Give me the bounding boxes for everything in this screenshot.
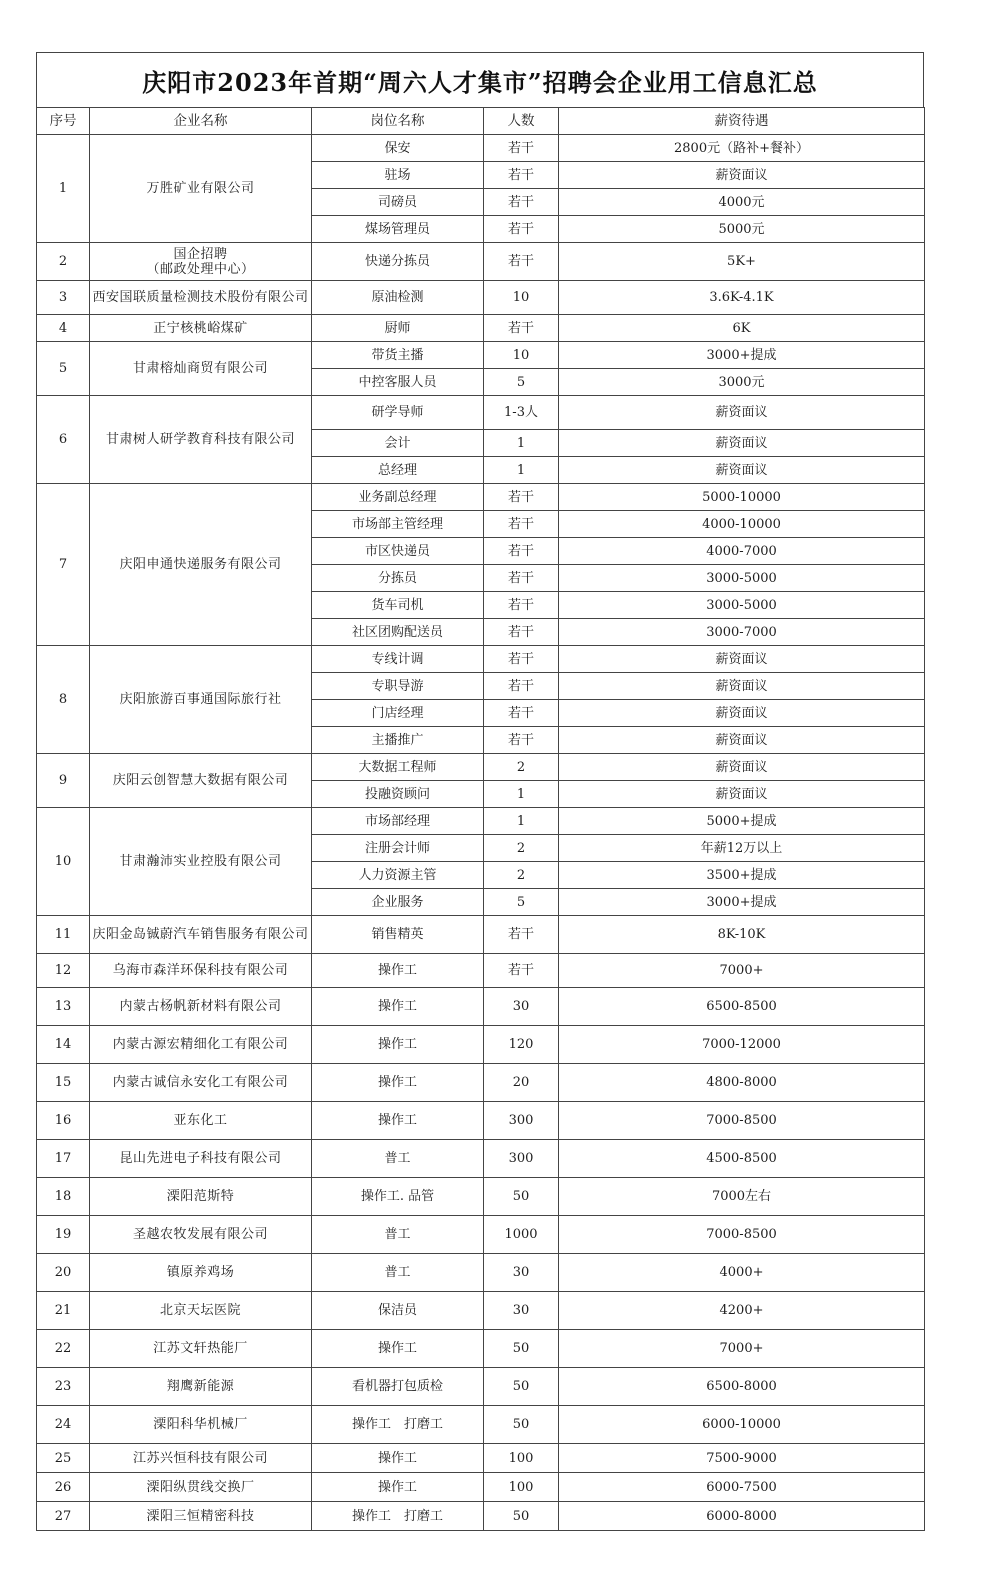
count-cell: 300 xyxy=(484,1102,559,1140)
salary-cell: 4000+ xyxy=(559,1254,925,1292)
position-cell: 操作工 xyxy=(312,954,484,988)
position-cell: 专职导游 xyxy=(312,673,484,700)
position-cell: 操作工 打磨工 xyxy=(312,1502,484,1531)
position-cell: 社区团购配送员 xyxy=(312,619,484,646)
table-row xyxy=(37,342,925,369)
table-row xyxy=(37,1292,925,1330)
position-cell: 市区快递员 xyxy=(312,538,484,565)
table-row xyxy=(37,135,925,162)
count-cell: 2 xyxy=(484,835,559,862)
seq-cell: 15 xyxy=(37,1064,90,1102)
table-row xyxy=(37,808,925,835)
salary-cell: 3000元 xyxy=(559,369,925,396)
seq-cell: 21 xyxy=(37,1292,90,1330)
salary-cell: 薪资面议 xyxy=(559,727,925,754)
salary-cell: 薪资面议 xyxy=(559,646,925,673)
count-cell: 300 xyxy=(484,1140,559,1178)
salary-cell: 6000-10000 xyxy=(559,1406,925,1444)
table-row xyxy=(37,1064,925,1102)
table-row xyxy=(37,484,925,511)
position-cell: 普工 xyxy=(312,1216,484,1254)
count-cell: 2 xyxy=(484,754,559,781)
position-cell: 保洁员 xyxy=(312,1292,484,1330)
count-cell: 1 xyxy=(484,457,559,484)
position-cell: 业务副总经理 xyxy=(312,484,484,511)
seq-cell: 14 xyxy=(37,1026,90,1064)
position-cell: 司磅员 xyxy=(312,189,484,216)
company-cell: 庆阳旅游百事通国际旅行社 xyxy=(90,646,312,754)
count-cell: 100 xyxy=(484,1444,559,1473)
position-cell: 中控客服人员 xyxy=(312,369,484,396)
position-cell: 快递分拣员 xyxy=(312,243,484,281)
company-cell: 甘肃瀚沛实业控股有限公司 xyxy=(90,808,312,916)
company-cell: 西安国联质量检测技术股份有限公司 xyxy=(90,281,312,315)
table-row xyxy=(37,916,925,954)
company-cell: 亚东化工 xyxy=(90,1102,312,1140)
table-row xyxy=(37,1026,925,1064)
salary-cell: 薪资面议 xyxy=(559,162,925,189)
salary-cell: 薪资面议 xyxy=(559,754,925,781)
count-cell: 50 xyxy=(484,1406,559,1444)
count-cell: 50 xyxy=(484,1330,559,1368)
seq-cell: 18 xyxy=(37,1178,90,1216)
count-cell: 30 xyxy=(484,988,559,1026)
salary-cell: 薪资面议 xyxy=(559,457,925,484)
count-cell: 若干 xyxy=(484,243,559,281)
position-cell: 操作工 xyxy=(312,1026,484,1064)
table-row xyxy=(37,1254,925,1292)
count-cell: 120 xyxy=(484,1026,559,1064)
position-cell: 保安 xyxy=(312,135,484,162)
count-cell: 若干 xyxy=(484,162,559,189)
position-cell: 研学导师 xyxy=(312,396,484,430)
table-row xyxy=(37,1102,925,1140)
company-cell: 庆阳云创智慧大数据有限公司 xyxy=(90,754,312,808)
salary-cell: 7500-9000 xyxy=(559,1444,925,1473)
count-cell: 1-3人 xyxy=(484,396,559,430)
table-row xyxy=(37,754,925,781)
position-cell: 专线计调 xyxy=(312,646,484,673)
salary-cell: 7000+ xyxy=(559,954,925,988)
header-seq: 序号 xyxy=(37,108,90,135)
salary-cell: 7000-8500 xyxy=(559,1102,925,1140)
seq-cell: 5 xyxy=(37,342,90,396)
header-company: 企业名称 xyxy=(90,108,312,135)
company-cell: 溧阳三恒精密科技 xyxy=(90,1502,312,1531)
seq-cell: 10 xyxy=(37,808,90,916)
count-cell: 若干 xyxy=(484,592,559,619)
salary-cell: 3500+提成 xyxy=(559,862,925,889)
table-row xyxy=(37,315,925,342)
header-count: 人数 xyxy=(484,108,559,135)
salary-cell: 6000-7500 xyxy=(559,1473,925,1502)
position-cell: 投融资顾问 xyxy=(312,781,484,808)
position-cell: 大数据工程师 xyxy=(312,754,484,781)
count-cell: 10 xyxy=(484,342,559,369)
seq-cell: 20 xyxy=(37,1254,90,1292)
count-cell: 若干 xyxy=(484,954,559,988)
salary-cell: 4000-10000 xyxy=(559,511,925,538)
company-cell: 镇原养鸡场 xyxy=(90,1254,312,1292)
seq-cell: 9 xyxy=(37,754,90,808)
count-cell: 2 xyxy=(484,862,559,889)
seq-cell: 27 xyxy=(37,1502,90,1531)
table-row xyxy=(37,396,925,430)
salary-cell: 5K+ xyxy=(559,243,925,281)
salary-cell: 3000-7000 xyxy=(559,619,925,646)
seq-cell: 13 xyxy=(37,988,90,1026)
company-cell: 江苏文轩热能厂 xyxy=(90,1330,312,1368)
table-row xyxy=(37,1216,925,1254)
position-cell: 门店经理 xyxy=(312,700,484,727)
salary-cell: 2800元（路补+餐补） xyxy=(559,135,925,162)
company-cell: 乌海市森洋环保科技有限公司 xyxy=(90,954,312,988)
count-cell: 1000 xyxy=(484,1216,559,1254)
company-cell: 溧阳科华机械厂 xyxy=(90,1406,312,1444)
seq-cell: 12 xyxy=(37,954,90,988)
count-cell: 若干 xyxy=(484,135,559,162)
seq-cell: 4 xyxy=(37,315,90,342)
count-cell: 10 xyxy=(484,281,559,315)
company-cell: 江苏兴恒科技有限公司 xyxy=(90,1444,312,1473)
table-row xyxy=(37,1330,925,1368)
seq-cell: 24 xyxy=(37,1406,90,1444)
salary-cell: 7000-12000 xyxy=(559,1026,925,1064)
count-cell: 若干 xyxy=(484,189,559,216)
salary-cell: 6500-8500 xyxy=(559,988,925,1026)
page-title: 庆阳市2023年首期“周六人才集市”招聘会企业用工信息汇总 xyxy=(36,52,924,107)
position-cell: 操作工. 品管 xyxy=(312,1178,484,1216)
seq-cell: 23 xyxy=(37,1368,90,1406)
table-body xyxy=(37,135,925,1531)
salary-cell: 6500-8000 xyxy=(559,1368,925,1406)
recruitment-table xyxy=(36,107,925,1531)
company-cell: 正宁核桃峪煤矿 xyxy=(90,315,312,342)
company-cell: 内蒙古源宏精细化工有限公司 xyxy=(90,1026,312,1064)
position-cell: 总经理 xyxy=(312,457,484,484)
header-salary: 薪资待遇 xyxy=(559,108,925,135)
count-cell: 1 xyxy=(484,808,559,835)
seq-cell: 3 xyxy=(37,281,90,315)
salary-cell: 5000-10000 xyxy=(559,484,925,511)
recruitment-sheet xyxy=(36,52,924,1531)
position-cell: 带货主播 xyxy=(312,342,484,369)
seq-cell: 11 xyxy=(37,916,90,954)
company-cell: 北京天坛医院 xyxy=(90,1292,312,1330)
salary-cell: 6000-8000 xyxy=(559,1502,925,1531)
position-cell: 煤场管理员 xyxy=(312,216,484,243)
table-row xyxy=(37,1502,925,1531)
count-cell: 若干 xyxy=(484,538,559,565)
salary-cell: 3.6K-4.1K xyxy=(559,281,925,315)
count-cell: 30 xyxy=(484,1292,559,1330)
count-cell: 100 xyxy=(484,1473,559,1502)
count-cell: 若干 xyxy=(484,511,559,538)
table-row xyxy=(37,1406,925,1444)
company-cell: 甘肃树人研学教育科技有限公司 xyxy=(90,396,312,484)
position-cell: 操作工 xyxy=(312,1064,484,1102)
salary-cell: 薪资面议 xyxy=(559,700,925,727)
seq-cell: 19 xyxy=(37,1216,90,1254)
table-row xyxy=(37,1368,925,1406)
count-cell: 50 xyxy=(484,1178,559,1216)
position-cell: 操作工 xyxy=(312,1473,484,1502)
count-cell: 若干 xyxy=(484,315,559,342)
table-row xyxy=(37,954,925,988)
count-cell: 若干 xyxy=(484,673,559,700)
count-cell: 若干 xyxy=(484,646,559,673)
count-cell: 5 xyxy=(484,889,559,916)
company-cell: 圣越农牧发展有限公司 xyxy=(90,1216,312,1254)
header-position: 岗位名称 xyxy=(312,108,484,135)
position-cell: 分拣员 xyxy=(312,565,484,592)
position-cell: 货车司机 xyxy=(312,592,484,619)
table-row xyxy=(37,1140,925,1178)
salary-cell: 年薪12万以上 xyxy=(559,835,925,862)
salary-cell: 薪资面议 xyxy=(559,781,925,808)
table-row xyxy=(37,1178,925,1216)
salary-cell: 5000元 xyxy=(559,216,925,243)
position-cell: 看机器打包质检 xyxy=(312,1368,484,1406)
salary-cell: 4500-8500 xyxy=(559,1140,925,1178)
salary-cell: 7000-8500 xyxy=(559,1216,925,1254)
seq-cell: 26 xyxy=(37,1473,90,1502)
company-cell: 庆阳金岛铖蔚汽车销售服务有限公司 xyxy=(90,916,312,954)
seq-cell: 7 xyxy=(37,484,90,646)
position-cell: 销售精英 xyxy=(312,916,484,954)
count-cell: 若干 xyxy=(484,216,559,243)
count-cell: 若干 xyxy=(484,727,559,754)
company-cell: 甘肃榕灿商贸有限公司 xyxy=(90,342,312,396)
count-cell: 50 xyxy=(484,1502,559,1531)
count-cell: 若干 xyxy=(484,565,559,592)
count-cell: 30 xyxy=(484,1254,559,1292)
position-cell: 原油检测 xyxy=(312,281,484,315)
position-cell: 市场部主管经理 xyxy=(312,511,484,538)
count-cell: 1 xyxy=(484,781,559,808)
count-cell: 若干 xyxy=(484,484,559,511)
company-cell: 昆山先进电子科技有限公司 xyxy=(90,1140,312,1178)
position-cell: 操作工 xyxy=(312,1102,484,1140)
position-cell: 操作工 打磨工 xyxy=(312,1406,484,1444)
count-cell: 50 xyxy=(484,1368,559,1406)
position-cell: 厨师 xyxy=(312,315,484,342)
salary-cell: 7000左右 xyxy=(559,1178,925,1216)
position-cell: 普工 xyxy=(312,1140,484,1178)
seq-cell: 8 xyxy=(37,646,90,754)
position-cell: 主播推广 xyxy=(312,727,484,754)
salary-cell: 薪资面议 xyxy=(559,396,925,430)
company-cell: 溧阳纵贯线交换厂 xyxy=(90,1473,312,1502)
position-cell: 普工 xyxy=(312,1254,484,1292)
position-cell: 驻场 xyxy=(312,162,484,189)
count-cell: 1 xyxy=(484,430,559,457)
salary-cell: 3000-5000 xyxy=(559,592,925,619)
position-cell: 市场部经理 xyxy=(312,808,484,835)
salary-cell: 4000-7000 xyxy=(559,538,925,565)
table-row xyxy=(37,1473,925,1502)
seq-cell: 2 xyxy=(37,243,90,281)
position-cell: 操作工 xyxy=(312,988,484,1026)
salary-cell: 7000+ xyxy=(559,1330,925,1368)
count-cell: 20 xyxy=(484,1064,559,1102)
salary-cell: 6K xyxy=(559,315,925,342)
count-cell: 若干 xyxy=(484,619,559,646)
salary-cell: 薪资面议 xyxy=(559,673,925,700)
company-cell: 内蒙古诚信永安化工有限公司 xyxy=(90,1064,312,1102)
position-cell: 注册会计师 xyxy=(312,835,484,862)
seq-cell: 22 xyxy=(37,1330,90,1368)
salary-cell: 4200+ xyxy=(559,1292,925,1330)
table-row xyxy=(37,243,925,281)
salary-cell: 5000+提成 xyxy=(559,808,925,835)
salary-cell: 3000-5000 xyxy=(559,565,925,592)
header-row xyxy=(37,108,925,135)
position-cell: 操作工 xyxy=(312,1444,484,1473)
company-cell: 国企招聘 （邮政处理中心） xyxy=(90,243,312,281)
table-row xyxy=(37,988,925,1026)
seq-cell: 17 xyxy=(37,1140,90,1178)
count-cell: 若干 xyxy=(484,916,559,954)
seq-cell: 6 xyxy=(37,396,90,484)
position-cell: 人力资源主管 xyxy=(312,862,484,889)
position-cell: 会计 xyxy=(312,430,484,457)
company-cell: 庆阳申通快递服务有限公司 xyxy=(90,484,312,646)
company-cell: 翔鹰新能源 xyxy=(90,1368,312,1406)
company-cell: 溧阳范斯特 xyxy=(90,1178,312,1216)
table-row xyxy=(37,646,925,673)
company-cell: 内蒙古杨帆新材料有限公司 xyxy=(90,988,312,1026)
salary-cell: 3000+提成 xyxy=(559,342,925,369)
seq-cell: 25 xyxy=(37,1444,90,1473)
position-cell: 企业服务 xyxy=(312,889,484,916)
salary-cell: 薪资面议 xyxy=(559,430,925,457)
salary-cell: 3000+提成 xyxy=(559,889,925,916)
count-cell: 5 xyxy=(484,369,559,396)
table-row xyxy=(37,281,925,315)
company-cell: 万胜矿业有限公司 xyxy=(90,135,312,243)
salary-cell: 8K-10K xyxy=(559,916,925,954)
seq-cell: 1 xyxy=(37,135,90,243)
salary-cell: 4000元 xyxy=(559,189,925,216)
position-cell: 操作工 xyxy=(312,1330,484,1368)
table-row xyxy=(37,1444,925,1473)
count-cell: 若干 xyxy=(484,700,559,727)
salary-cell: 4800-8000 xyxy=(559,1064,925,1102)
seq-cell: 16 xyxy=(37,1102,90,1140)
